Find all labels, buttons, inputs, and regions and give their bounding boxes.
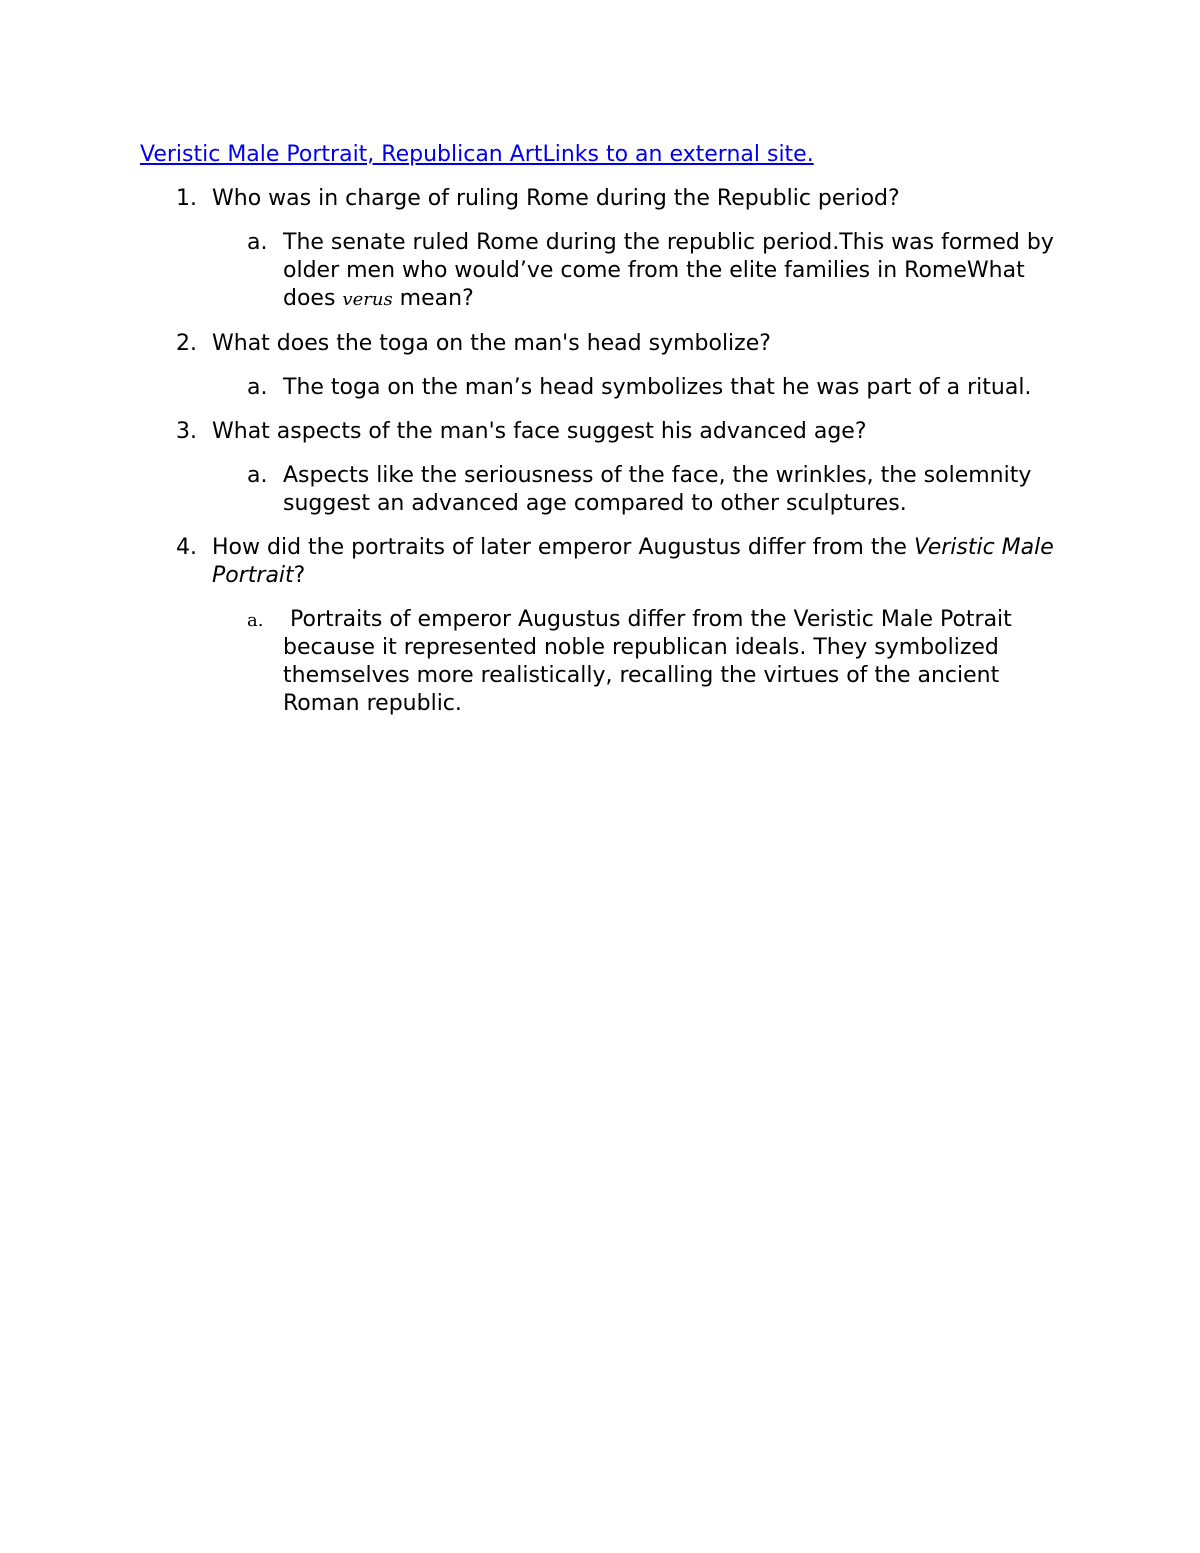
- answer-letter: a.: [247, 230, 268, 255]
- question-text: [212, 534, 1070, 590]
- question-number: 3.: [176, 419, 197, 444]
- question-text: What aspects of the man's face suggest his advanced age?: [212, 419, 867, 444]
- answer-letter: a.: [247, 610, 264, 631]
- answer-italic-term: verus: [342, 289, 393, 310]
- question-number: 4.: [176, 535, 197, 560]
- question-number: 1.: [176, 186, 197, 211]
- question-item-1: [140, 185, 1070, 314]
- answer-text: Aspects like the seriousness of the face, the wrinkles, the solemnity suggest an advanced age compared to other sculptures.: [283, 463, 1032, 516]
- answer-text-part: The senate ruled Rome during the republic period.This was formed by older men who would’ve come from the elite families in RomeWhat does: [283, 230, 1054, 311]
- question-item-4: [140, 534, 1070, 718]
- question-text-part: How did the portraits of later emperor Augustus differ from the: [212, 535, 914, 560]
- answer-text-part: mean?: [392, 286, 474, 311]
- question-text: What does the toga on the man's head symbolize?: [212, 331, 771, 356]
- answer-text: The toga on the man’s head symbolizes that he was part of a ritual.: [283, 375, 1032, 400]
- question-text: Who was in charge of ruling Rome during the Republic period?: [212, 186, 900, 211]
- question-number: 2.: [176, 331, 197, 356]
- document-content: [140, 141, 1070, 734]
- question-item-3: [140, 418, 1070, 518]
- answer-text: Portraits of emperor Augustus differ from the Veristic Male Potrait because it represented noble republican ideals. They symbolized themselves more realistically, recalling the virtues of the ancient Roman republic.: [283, 607, 1019, 716]
- answer-text: [283, 230, 1054, 311]
- answer-item: [212, 462, 1070, 518]
- answer-item: [212, 229, 1070, 314]
- question-text-part: ?: [293, 563, 306, 588]
- answer-letter: a.: [247, 463, 268, 488]
- question-italic-title: Veristic Male Portrait: [212, 535, 1054, 588]
- answer-item: [212, 374, 1070, 402]
- answer-item: [212, 606, 1070, 718]
- external-link[interactable]: Veristic Male Portrait, Republican ArtLinks to an external site.: [140, 142, 814, 167]
- answer-letter: a.: [247, 375, 268, 400]
- question-item-2: [140, 330, 1070, 402]
